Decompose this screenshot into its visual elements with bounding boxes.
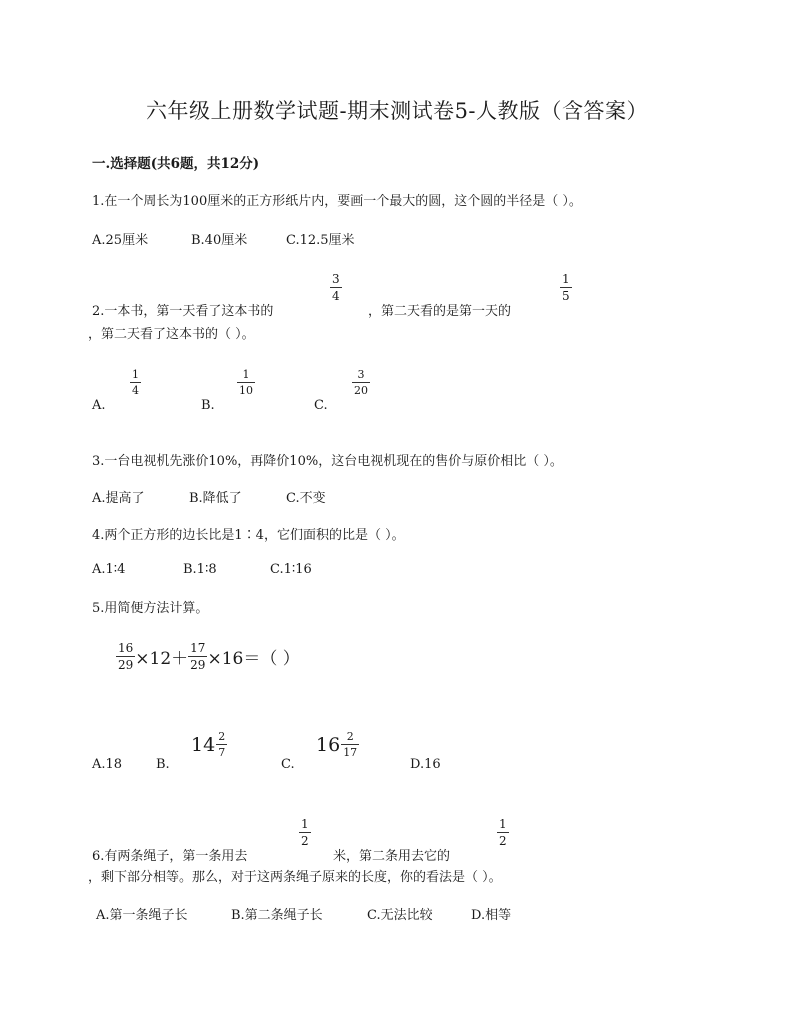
section-heading: 一.选择题(共6题，共12分): [92, 156, 260, 172]
question-6-option-b[interactable]: B.第二条绳子长: [231, 908, 323, 923]
fraction-numerator: 3: [357, 368, 365, 381]
question-6-option-a[interactable]: A.第一条绳子长: [96, 908, 188, 923]
question-5-option-b[interactable]: B.: [156, 757, 170, 772]
question-5-option-a[interactable]: A.18: [92, 757, 123, 772]
question-4-option-c[interactable]: C.1∶16: [270, 562, 312, 577]
question-5-option-c-mixed-number: [316, 731, 359, 758]
question-2-fraction-1: [330, 273, 342, 302]
question-6-option-d[interactable]: D.相等: [471, 908, 512, 923]
expression-operator-1: ×12＋: [135, 649, 189, 669]
question-6-part-1: 6.有两条绳子，第一条用去: [92, 849, 248, 864]
fraction-numerator: 2: [218, 730, 226, 743]
question-2-part-1: 2.一本书，第一天看了这本书的: [92, 304, 274, 319]
fraction-numerator: 2: [346, 730, 354, 743]
question-1-option-c[interactable]: C.12.5厘米: [286, 233, 355, 248]
question-2-option-c[interactable]: C.: [314, 398, 328, 413]
question-2-option-b-fraction: [237, 369, 255, 396]
fraction-denominator: 29: [118, 658, 134, 672]
fraction-numerator: 16: [118, 641, 134, 655]
question-1-stem: 1.在一个周长为100厘米的正方形纸片内，要画一个最大的圆，这个圆的半径是（ ）。: [92, 194, 582, 209]
expression-fraction-2: [188, 642, 207, 671]
question-6-part-3: ，剩下部分相等。那么，对于这两条绳子原来的长度，你的看法是（ ）。: [88, 870, 502, 885]
question-3-stem: 3.一台电视机先涨价10%，再降价10%，这台电视机现在的售价与原价相比（ ）。: [92, 454, 563, 469]
fraction-numerator: 1: [132, 368, 139, 381]
fraction-denominator: 4: [332, 289, 340, 303]
mixed-fraction: [216, 731, 227, 758]
question-4-option-b[interactable]: B.1∶8: [183, 562, 217, 577]
question-3-option-b[interactable]: B.降低了: [189, 491, 242, 506]
expression-fraction-1: [116, 642, 135, 671]
fraction-denominator: 5: [562, 289, 570, 303]
fraction-numerator: 1: [499, 817, 507, 831]
question-2-option-a-fraction: [130, 369, 141, 396]
fraction-numerator: 3: [332, 272, 340, 286]
question-5-stem: 5.用简便方法计算。: [92, 601, 209, 616]
mixed-whole: 14: [191, 733, 216, 756]
fraction-numerator: 17: [190, 641, 206, 655]
mixed-fraction: [341, 731, 359, 758]
question-5-option-d[interactable]: D.16: [410, 757, 441, 772]
page-title: 六年级上册数学试题-期末测试卷5-人教版（含答案）: [145, 99, 649, 123]
fraction-denominator: 7: [218, 746, 226, 759]
fraction-denominator: 4: [132, 384, 139, 397]
fraction-denominator: 2: [301, 834, 309, 848]
question-1-option-b[interactable]: B.40厘米: [191, 233, 248, 248]
fraction-denominator: 17: [343, 746, 358, 759]
question-2-option-c-fraction: [352, 369, 370, 396]
question-5-option-b-mixed-number: [191, 731, 227, 758]
question-2-fraction-2: [560, 273, 572, 302]
question-3-option-c[interactable]: C.不变: [286, 491, 326, 506]
fraction-numerator: 1: [562, 272, 570, 286]
expression-operator-2: ×16＝（ ）: [207, 649, 300, 669]
question-3-option-a[interactable]: A.提高了: [92, 491, 145, 506]
question-4-option-a[interactable]: A.1∶4: [92, 562, 126, 577]
question-5-expression: [116, 642, 300, 671]
fraction-denominator: 20: [354, 384, 368, 397]
question-6-part-2: 米，第二条用去它的: [333, 849, 451, 864]
question-2-option-b[interactable]: B.: [201, 398, 215, 413]
question-6-option-c[interactable]: C.无法比较: [367, 908, 433, 923]
fraction-numerator: 1: [242, 368, 250, 381]
question-2-option-a[interactable]: A.: [92, 398, 106, 413]
question-2-part-2: ，第二天看的是第一天的: [368, 304, 512, 319]
fraction-denominator: 10: [239, 384, 253, 397]
mixed-whole: 16: [316, 733, 341, 756]
fraction-denominator: 29: [190, 658, 206, 672]
fraction-numerator: 1: [301, 817, 309, 831]
question-6-fraction-2: [497, 818, 509, 847]
question-1-option-a[interactable]: A.25厘米: [92, 233, 149, 248]
question-2-part-3: ，第二天看了这本书的（ ）。: [88, 327, 255, 342]
question-6-fraction-1: [299, 818, 311, 847]
question-4-stem: 4.两个正方形的边长比是1∶4，它们面积的比是（ ）。: [92, 528, 405, 543]
fraction-denominator: 2: [499, 834, 507, 848]
question-5-option-c[interactable]: C.: [281, 757, 295, 772]
